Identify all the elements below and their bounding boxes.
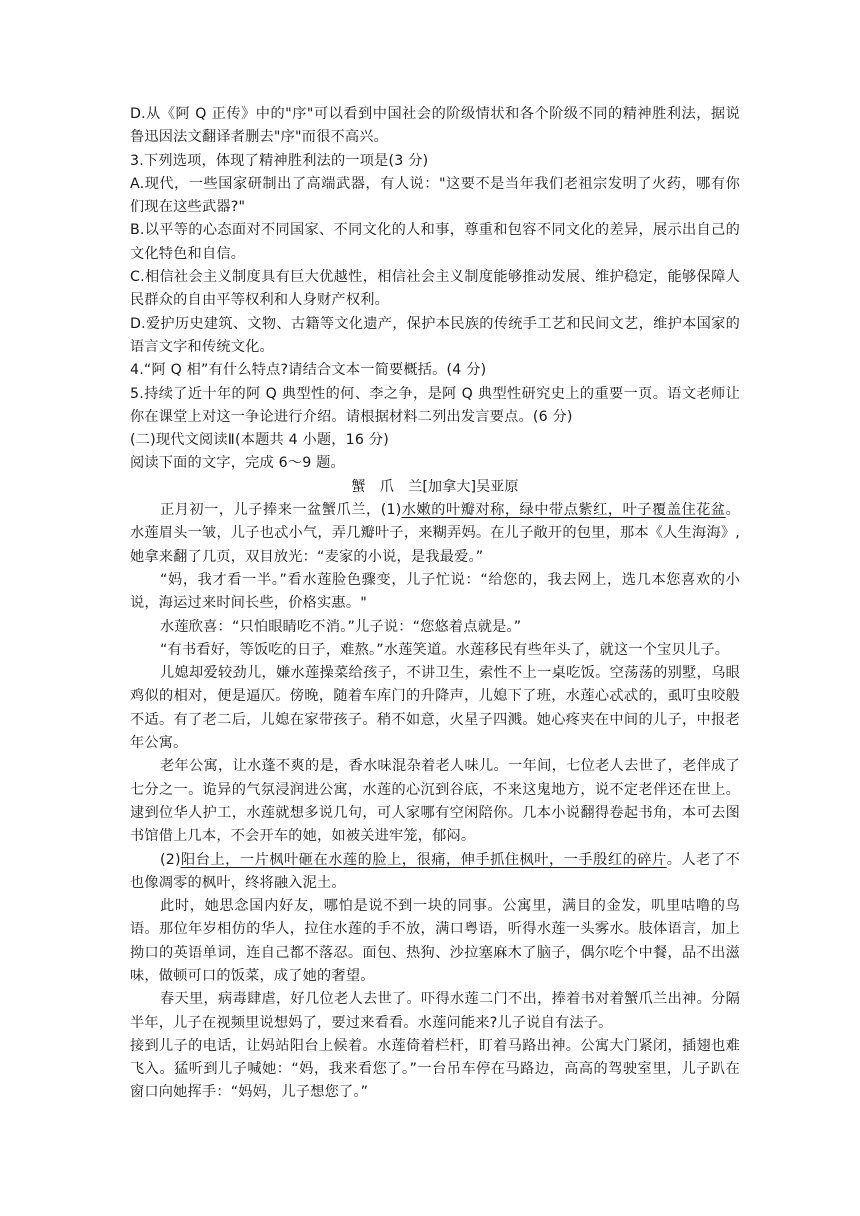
p7-text-b: 。人老了不也像凋零的枫叶，终将融入泥土。 [130, 851, 740, 891]
p1-text-b: 。水莲眉头一皱，儿子也忒小气，弄几瓣叶子，来糊弄妈。在儿子敞开的包里，那本《人生海海》,她拿来翻了几页，双目放光：“麦家的小说，是我最爱。” [130, 502, 741, 565]
reading-instruction: 阅读下面的文字，完成 6～9 题。 [130, 455, 345, 472]
story-paragraph-5: 儿媳却爱较劲儿，嫌水莲操菜给孩子，不讲卫生，索性不上一桌吃饭。空荡荡的别墅，乌眼鸡似的相对，便是逼仄。傍晚，随着车库门的升降声，儿媳下了班，水莲心忒忒的，虱叮虫咬般不适。有了老二后，儿媳在家带孩子。稍不如意，火星子四溅。她心疼夹在中间的儿子，中报老年公寓。 [130, 665, 740, 752]
question-3-option-c: C.相信社会主义制度具有巨大优越性，相信社会主义制度能够推动发展、维护稳定，能够保障人民群众的自由平等权利和人身财产权利。 [130, 269, 740, 309]
question-3-option-d: D.爱护历史建筑、文物、古籍等文化遗产，保护本民族的传统手工艺和民间文艺，维护本国家的语言文字和传统文化。 [130, 315, 740, 355]
question-4: 4.“阿 Q 相”有什么特点?请结合文本一简要概括。(4 分) [130, 362, 487, 379]
question-3-option-a: A.现代，一些国家研制出了高端武器，有人说："这要不是当年我们老祖宗发明了火药，哪有你们现在这些武器?" [130, 175, 740, 216]
story-paragraph-3: 水莲欣喜：“只怕眼睛吃不消。”儿子说：“您悠着点就是。” [160, 618, 522, 635]
story-paragraph-4: “有书看好，等饭吃的日子，难熬。”水莲笑道。水莲移民有些年头了，就这一个宝贝儿子。 [160, 641, 730, 658]
story-paragraph-10: 接到儿子的电话，让妈站阳台上候着。水莲倚着栏杆，盯着马路出神。公寓大门紧闭，插翅也难飞入。猛听到儿子喊她：“妈，我来看您了。”一台吊车停在马路边，高高的驾驶室里，儿子趴在窗口向她挥手：“妈妈，儿子想您了。” [130, 1037, 740, 1101]
question-3-option-b: B.以平等的心态面对不同国家、不同文化的人和事，尊重和包容不同文化的差异，展示出自己的文化特色和自信。 [130, 222, 740, 262]
story-paragraph-9: 春天里，病毒肆虐，好几位老人去世了。吓得水莲二门不出，捧着书对着蟹爪兰出神。分隔半年，儿子在视频里说想妈了，要过来看看。水莲问能来?儿子说自有法子。 [130, 991, 740, 1031]
story-paragraph-6: 老年公寓，让水蓬不爽的是，香水味混杂着老人味儿。一年间，七位老人去世了，老伴成了七分之一。诡异的气氛浸润进公寓，水莲的心沉到谷底，不来这鬼地方，说不定老伴还在世上。逮到位华人护工，水莲就想多说几句，可人家哪有空闲陪你。几本小说翻得卷起书角，本可去图书馆借上几本，不会开车的她，如被关进牢笼，郁闷。 [130, 758, 740, 845]
question-3-stem: 3.下列选项，体现了精神胜利法的一项是(3 分) [130, 152, 429, 169]
story-paragraph-7 [130, 849, 740, 896]
story-paragraph-1 [130, 499, 740, 569]
p7-underlined-text: 阳台上，一片枫叶砸在水莲的脸上，很痛，伸手抓住枫叶，一手殷红的碎片 [180, 851, 667, 868]
story-paragraph-8: 此时，她思念国内好友，哪怕是说不到一块的同事。公寓里，满目的金发，叽里咕噜的鸟语。那位年岁相仿的华人，拉住水莲的手不放，满口粤语，听得水莲一头雾水。肢体语言，加上拗口的英语单词，连自己都不落忍。面包、热狗、沙拉塞麻木了脑子，偶尔吃个中餐，品不出滋味，做顿可口的饭菜，成了她的奢望。 [130, 898, 740, 984]
story-paragraph-2: “妈，我才看一半。”看水莲脸色骤变，儿子忙说：“给您的，我去网上，选几本您喜欢的小说，海运过来时间长些，价格实惠。" [130, 571, 740, 612]
p1-underlined-text: 水嫩的叶瓣对称，绿中带点紫红，叶子覆盖住花盆 [401, 502, 726, 519]
question-2-option-d: D.从《阿 Q 正传》中的"序"可以看到中国社会的阶级情状和各个阶级不同的精神胜利法，据说鲁迅因法文翻译者删去"序"而很不高兴。 [130, 106, 740, 146]
p1-text-a: 正月初一，儿子捧来一盆蟹爪兰，(1) [160, 502, 402, 519]
section-2-header: (二)现代文阅读Ⅱ(本题共 4 小题，16 分) [130, 432, 389, 449]
p7-text-a: (2) [160, 851, 181, 868]
story-title: 蟹 爪 兰[加拿大]吴亚原 [351, 478, 519, 495]
question-5: 5.持续了近十年的阿 Q 典型性的何、李之争，是阿 Q 典型性研究史上的重要一页。语文老师让你在课堂上对这一争论进行介绍。请根据材料二列出发言要点。(6 分) [130, 385, 740, 425]
